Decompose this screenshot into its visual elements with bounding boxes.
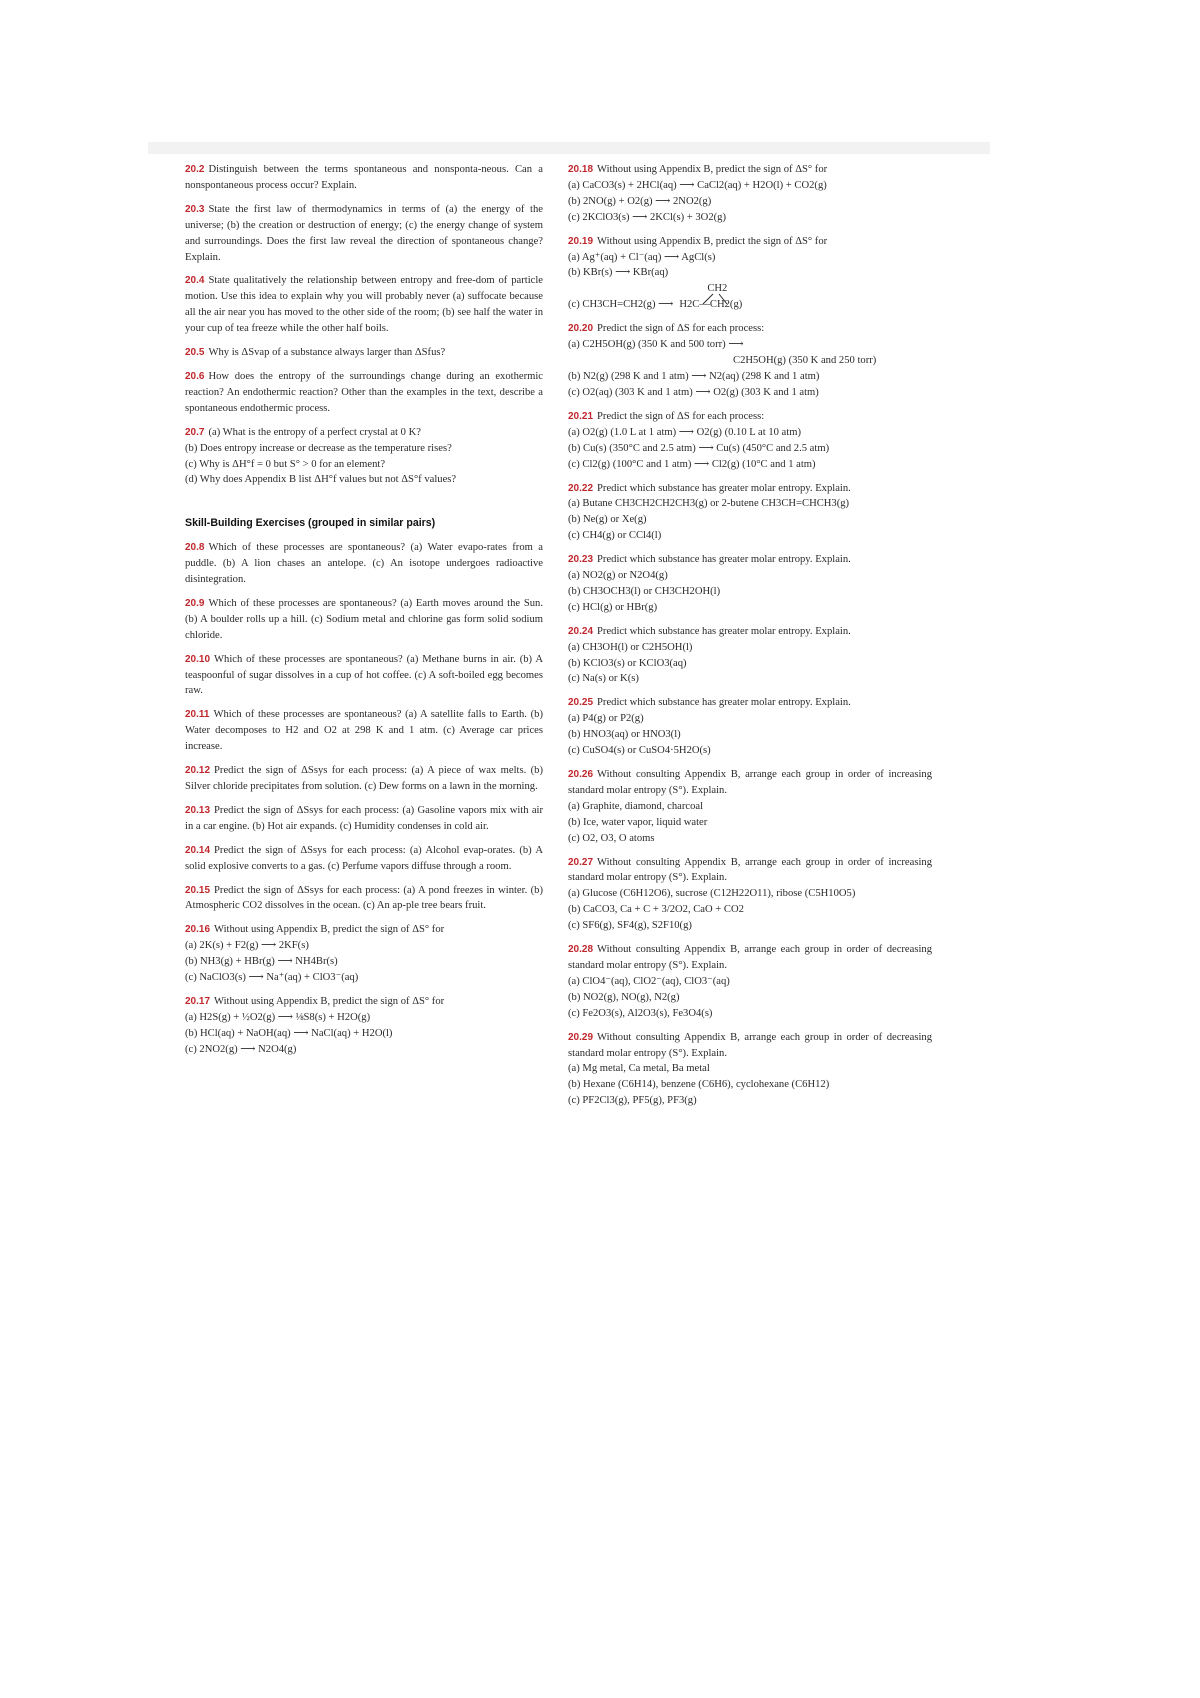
question-number: 20.13 <box>185 804 211 816</box>
question-text: 20.9 Which of these processes are spontaneous? (a) Earth moves around the Sun. (b) A boulder rolls up a hill. (c) Sodium metal and chlorine gas form solid sodium chloride. <box>185 597 543 641</box>
question-line: 20.16 Without using Appendix B, predict the sign of ΔS° for <box>185 924 445 936</box>
question-line: (c) CuSO4(s) or CuSO4·5H2O(s) <box>568 745 711 757</box>
question-number: 20.8 <box>185 542 205 554</box>
question-line: (a) Graphite, diamond, charcoal <box>568 800 704 812</box>
question-number: 20.27 <box>568 856 594 868</box>
ring-top-group: CH2 <box>707 283 728 295</box>
question-line: (b) Ice, water vapor, liquid water <box>568 816 708 828</box>
question-text: 20.28 Without consulting Appendix B, arrange each group in order of decreasing standard molar entropy (S°). Explain. <box>568 944 932 971</box>
question-20-12 <box>185 763 543 795</box>
question-text: 20.3 State the first law of thermodynamics in terms of (a) the energy of the universe; (b) the creation or destruction of energy; (c) the energy change of system and surroundings. Does the first law reveal the direction of spontaneous change? Explain. <box>185 203 543 263</box>
question-number: 20.11 <box>185 709 210 721</box>
question-line: (b) 2NO(g) + O2(g) ⟶ 2NO2(g) <box>568 195 712 207</box>
question-text: 20.10 Which of these processes are spontaneous? (a) Methane burns in air. (b) A teaspoonful of sugar dissolves in a cup of hot coffee. (c) A soft-boiled egg becomes raw. <box>185 653 543 697</box>
question-line: (b) Does entropy increase or decrease as the temperature rises? <box>185 442 452 454</box>
question-line: (b) Hexane (C6H14), benzene (C6H6), cyclohexane (C6H12) <box>568 1079 830 1091</box>
question-line: 20.18 Without using Appendix B, predict the sign of ΔS° for <box>568 164 828 175</box>
question-line: (c) 2NO2(g) ⟶ N2O4(g) <box>185 1043 297 1055</box>
question-number: 20.25 <box>568 697 594 709</box>
question-line: (b) N2(g) (298 K and 1 atm) ⟶ N2(aq) (298 K and 1 atm) <box>568 371 820 383</box>
question-20-10 <box>185 652 543 700</box>
question-line: (c) CH4(g) or CCl4(l) <box>568 530 662 542</box>
question-number: 20.6 <box>185 370 205 382</box>
question-20-13 <box>185 803 543 835</box>
question-number: 20.15 <box>185 884 211 896</box>
question-line: (c) O2, O3, O atoms <box>568 832 655 844</box>
question-line: (c) PF2Cl3(g), PF5(g), PF3(g) <box>568 1095 697 1107</box>
question-20-26 <box>568 767 932 847</box>
question-line: (a) 2K(s) + F2(g) ⟶ 2KF(s) <box>185 940 309 952</box>
question-number: 20.24 <box>568 625 594 637</box>
cyclopropane-reaction <box>568 281 932 313</box>
question-20-7 <box>185 425 543 489</box>
question-line: (a) O2(g) (1.0 L at 1 atm) ⟶ O2(g) (0.10 L at 10 atm) <box>568 426 801 438</box>
question-text: 20.26 Without consulting Appendix B, arrange each group in order of increasing standard molar entropy (S°). Explain. <box>568 769 932 796</box>
question-20-19 <box>568 234 932 314</box>
question-line: (a) Ag⁺(aq) + Cl⁻(aq) ⟶ AgCl(s) <box>568 251 716 263</box>
question-20-4 <box>185 273 543 337</box>
question-20-6 <box>185 369 543 417</box>
question-line: (c) Na(s) or K(s) <box>568 673 639 685</box>
question-number: 20.19 <box>568 235 594 247</box>
question-line: (c) 2KClO3(s) ⟶ 2KCl(s) + 3O2(g) <box>568 211 726 223</box>
question-line: 20.21 Predict the sign of ΔS for each process: <box>568 410 765 422</box>
question-20-23 <box>568 552 932 616</box>
question-text: 20.8 Which of these processes are spontaneous? (a) Water evapo-rates from a puddle. (b) A lion chases an antelope. (c) An isotope undergoes radioactive disintegration. <box>185 542 543 586</box>
question-line: (a) Glucose (C6H12O6), sucrose (C12H22O11), ribose (C5H10O5) <box>568 888 856 900</box>
question-number: 20.16 <box>185 924 211 936</box>
question-20-11 <box>185 707 543 755</box>
question-text: 20.11 Which of these processes are spontaneous? (a) A satellite falls to Earth. (b) Water decomposes to H2 and O2 at 298 K and 1 atm. (c) Average car prices increase. <box>185 709 543 753</box>
question-number: 20.28 <box>568 944 594 956</box>
question-text: 20.15 Predict the sign of ΔSsys for each process: (a) A pond freezes in winter. (b) Atmospheric CO2 dissolves in the ocean. (c) An ap-ple tree bears fruit. <box>185 884 543 912</box>
question-number: 20.23 <box>568 554 594 566</box>
question-text: 20.4 State qualitatively the relationship between entropy and free-dom of particle motion. Use this idea to explain why you will probably never (a) suffocate because all the air near you has moved to the other side of the room; (b) see half the water in your cup of tea freeze while the other half boils. <box>185 275 543 335</box>
reaction-reactant: (c) CH3CH=CH2(g) ⟶ <box>568 299 674 311</box>
question-number: 20.26 <box>568 769 594 780</box>
question-line: (a) CaCO3(s) + 2HCl(aq) ⟶ CaCl2(aq) + H2O(l) + CO2(g) <box>568 179 827 191</box>
question-20-14 <box>185 843 543 875</box>
question-line: (a) Mg metal, Ca metal, Ba metal <box>568 1063 710 1075</box>
question-20-8 <box>185 540 543 588</box>
question-line: (a) ClO4⁻(aq), ClO2⁻(aq), ClO3⁻(aq) <box>568 975 730 987</box>
question-20-25 <box>568 695 932 759</box>
question-line: (c) SF6(g), SF4(g), S2F10(g) <box>568 920 692 932</box>
question-number: 20.12 <box>185 765 211 777</box>
question-20-24 <box>568 624 932 688</box>
question-text: 20.6 How does the entropy of the surroundings change during an exothermic reaction? An endothermic reaction? Other than the examples in the text, describe a spontaneous endothermic process. <box>185 370 543 414</box>
question-text: 20.14 Predict the sign of ΔSsys for each process: (a) Alcohol evap-orates. (b) A solid explosive converts to a gas. (c) Perfume vapors diffuse through a room. <box>185 844 543 872</box>
question-text: 20.2 Distinguish between the terms spontaneous and nonsponta-neous. Can a nonspontaneous process occur? Explain. <box>185 164 543 191</box>
question-line: (b) KClO3(s) or KClO3(aq) <box>568 657 687 669</box>
question-20-27 <box>568 855 932 935</box>
question-number: 20.4 <box>185 275 205 287</box>
question-line: (b) NO2(g), NO(g), N2(g) <box>568 991 680 1003</box>
question-line: (c) Cl2(g) (100°C and 1 atm) ⟶ Cl2(g) (10°C and 1 atm) <box>568 458 816 470</box>
question-line: (a) C2H5OH(g) (350 K and 500 torr) ⟶ <box>568 339 744 351</box>
question-line: (b) Cu(s) (350°C and 2.5 atm) ⟶ Cu(s) (450°C and 2.5 atm) <box>568 442 830 454</box>
ring-base: H2C—CH2(g) <box>679 299 743 311</box>
cyclopropane-structure <box>679 281 771 313</box>
question-number: 20.2 <box>185 164 205 175</box>
question-line: (a) Butane CH3CH2CH2CH3(g) or 2-butene CH3CH=CHCH3(g) <box>568 498 850 510</box>
question-20-18 <box>568 162 932 226</box>
question-number: 20.17 <box>185 995 211 1007</box>
question-line: 20.24 Predict which substance has greater molar entropy. Explain. <box>568 625 851 637</box>
question-line: C2H5OH(g) (350 K and 250 torr) <box>733 355 877 367</box>
question-line: (c) Fe2O3(s), Al2O3(s), Fe3O4(s) <box>568 1007 713 1019</box>
question-number: 20.10 <box>185 653 211 665</box>
question-line: (b) HCl(aq) + NaOH(aq) ⟶ NaCl(aq) + H2O(l) <box>185 1027 393 1039</box>
question-line: 20.20 Predict the sign of ΔS for each process: <box>568 323 765 335</box>
question-line: (c) O2(aq) (303 K and 1 atm) ⟶ O2(g) (303 K and 1 atm) <box>568 386 819 398</box>
question-line: (b) Ne(g) or Xe(g) <box>568 514 647 526</box>
question-line: 20.17 Without using Appendix B, predict the sign of ΔS° for <box>185 995 445 1007</box>
question-text: 20.27 Without consulting Appendix B, arrange each group in order of increasing standard molar entropy (S°). Explain. <box>568 856 932 884</box>
question-text: 20.12 Predict the sign of ΔSsys for each process: (a) A piece of wax melts. (b) Silver chloride precipitates from solution. (c) Dew forms on a lawn in the morning. <box>185 765 543 792</box>
question-line: (b) NH3(g) + HBr(g) ⟶ NH4Br(s) <box>185 956 338 968</box>
question-number: 20.9 <box>185 597 205 609</box>
question-line: (b) HNO3(aq) or HNO3(l) <box>568 729 681 741</box>
question-line: (c) NaClO3(s) ⟶ Na⁺(aq) + ClO3⁻(aq) <box>185 972 359 984</box>
question-line: (a) NO2(g) or N2O4(g) <box>568 570 668 582</box>
question-20-15 <box>185 883 543 915</box>
left-column <box>185 162 543 1066</box>
question-line: (c) Why is ΔH°f = 0 but S° > 0 for an element? <box>185 458 386 470</box>
question-line: 20.25 Predict which substance has greater molar entropy. Explain. <box>568 697 851 709</box>
question-line: 20.22 Predict which substance has greater molar entropy. Explain. <box>568 482 851 494</box>
question-20-9 <box>185 596 543 644</box>
page-top-band <box>148 142 990 154</box>
question-line: 20.19 Without using Appendix B, predict the sign of ΔS° for <box>568 235 828 247</box>
question-20-22 <box>568 481 932 545</box>
question-line: (b) CaCO3, Ca + C + 3/2O2, CaO + CO2 <box>568 904 744 916</box>
question-line: (b) CH3OCH3(l) or CH3CH2OH(l) <box>568 585 721 597</box>
question-line: (b) KBr(s) ⟶ KBr(aq) <box>568 267 669 279</box>
question-line: (a) CH3OH(l) or C2H5OH(l) <box>568 641 693 653</box>
question-line: 20.23 Predict which substance has greater molar entropy. Explain. <box>568 554 851 566</box>
question-number: 20.21 <box>568 410 594 422</box>
question-text: 20.5 Why is ΔSvap of a substance always larger than ΔSfus? <box>185 347 446 359</box>
question-20-16 <box>185 922 543 986</box>
question-text: 20.29 Without consulting Appendix B, arrange each group in order of decreasing standard molar entropy (S°). Explain. <box>568 1031 932 1059</box>
question-20-17 <box>185 994 543 1058</box>
question-20-5 <box>185 345 543 361</box>
question-20-20 <box>568 321 932 401</box>
question-number: 20.14 <box>185 844 211 856</box>
question-number: 20.22 <box>568 482 594 494</box>
question-number: 20.5 <box>185 347 205 359</box>
question-text: 20.13 Predict the sign of ΔSsys for each process: (a) Gasoline vapors mix with air in a car engine. (b) Hot air expands. (c) Humidity condenses in cold air. <box>185 804 543 832</box>
question-number: 20.3 <box>185 203 205 215</box>
right-column <box>568 162 932 1117</box>
question-line: (a) H2S(g) + ½O2(g) ⟶ ⅛S8(s) + H2O(g) <box>185 1011 371 1023</box>
question-line: (d) Why does Appendix B list ΔH°f values but not ΔS°f values? <box>185 474 457 486</box>
question-line: 20.7 (a) What is the entropy of a perfect crystal at 0 K? <box>185 426 421 438</box>
question-line: (c) HCl(g) or HBr(g) <box>568 601 658 613</box>
question-20-21 <box>568 409 932 473</box>
question-20-28 <box>568 942 932 1022</box>
question-number: 20.29 <box>568 1031 594 1043</box>
question-20-3 <box>185 202 543 266</box>
question-number: 20.18 <box>568 164 594 175</box>
question-number: 20.20 <box>568 323 594 335</box>
question-20-2 <box>185 162 543 194</box>
question-20-29 <box>568 1030 932 1110</box>
question-number: 20.7 <box>185 426 205 438</box>
question-line: (a) P4(g) or P2(g) <box>568 713 644 725</box>
section-heading: Skill-Building Exercises (grouped in similar pairs) <box>185 517 436 530</box>
